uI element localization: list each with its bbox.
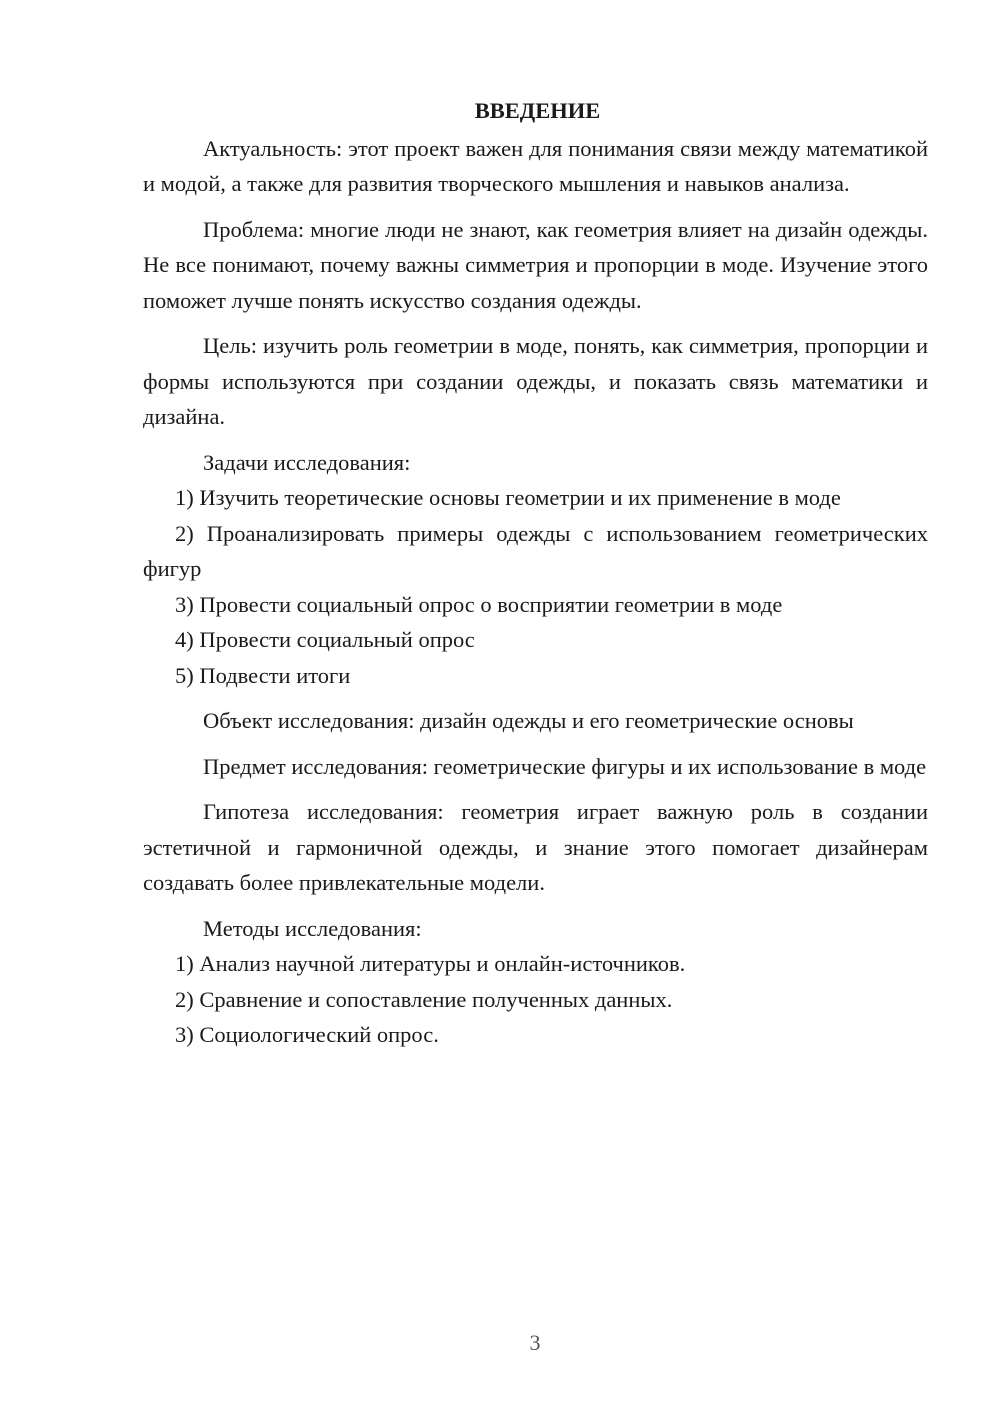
page-number: 3 — [529, 1330, 541, 1355]
relevance-paragraph: Актуальность: этот проект важен для понимания связи между математикой и модой, а также для развития творческого мышления и навыков анализа. — [143, 135, 928, 196]
methods-heading: Методы исследования: — [203, 915, 422, 941]
task-item: 2) Проанализировать примеры одежды с использованием геометрических фигур — [143, 520, 928, 581]
task-item: 4) Провести социальный опрос — [175, 627, 475, 652]
page-title: ВВЕДЕНИЕ — [474, 98, 601, 123]
task-item: 5) Подвести итоги — [175, 662, 351, 688]
document-body — [143, 93, 928, 1053]
method-item: 2) Сравнение и сопоставление полученных данных. — [175, 986, 673, 1012]
method-item: 3) Социологический опрос. — [175, 1022, 439, 1047]
problem-paragraph: Проблема: многие люди не знают, как геометрия влияет на дизайн одежды. Не все понимают, почему важны симметрия и пропорции в моде. Изучение этого поможет лучше понять искусство создания одежды. — [143, 216, 928, 313]
subject-paragraph: Предмет исследования: геометрические фигуры и их использование в моде — [203, 753, 927, 779]
goal-paragraph: Цель: изучить роль геометрии в моде, понять, как симметрия, пропорции и формы используются при создании одежды, и показать связь математики и дизайна. — [143, 333, 928, 429]
tasks-heading: Задачи исследования: — [203, 449, 411, 475]
hypothesis-paragraph: Гипотеза исследования: геометрия играет важную роль в создании эстетичной и гармоничной одежды, и знание этого помогает дизайнерам создавать более привлекательные модели. — [143, 799, 928, 895]
task-item: 3) Провести социальный опрос о восприятии геометрии в моде — [175, 591, 783, 617]
task-item: 1) Изучить теоретические основы геометрии и их применение в моде — [175, 485, 841, 510]
object-paragraph: Объект исследования: дизайн одежды и его геометрические основы — [203, 708, 854, 733]
method-item: 1) Анализ научной литературы и онлайн-источников. — [175, 951, 686, 976]
